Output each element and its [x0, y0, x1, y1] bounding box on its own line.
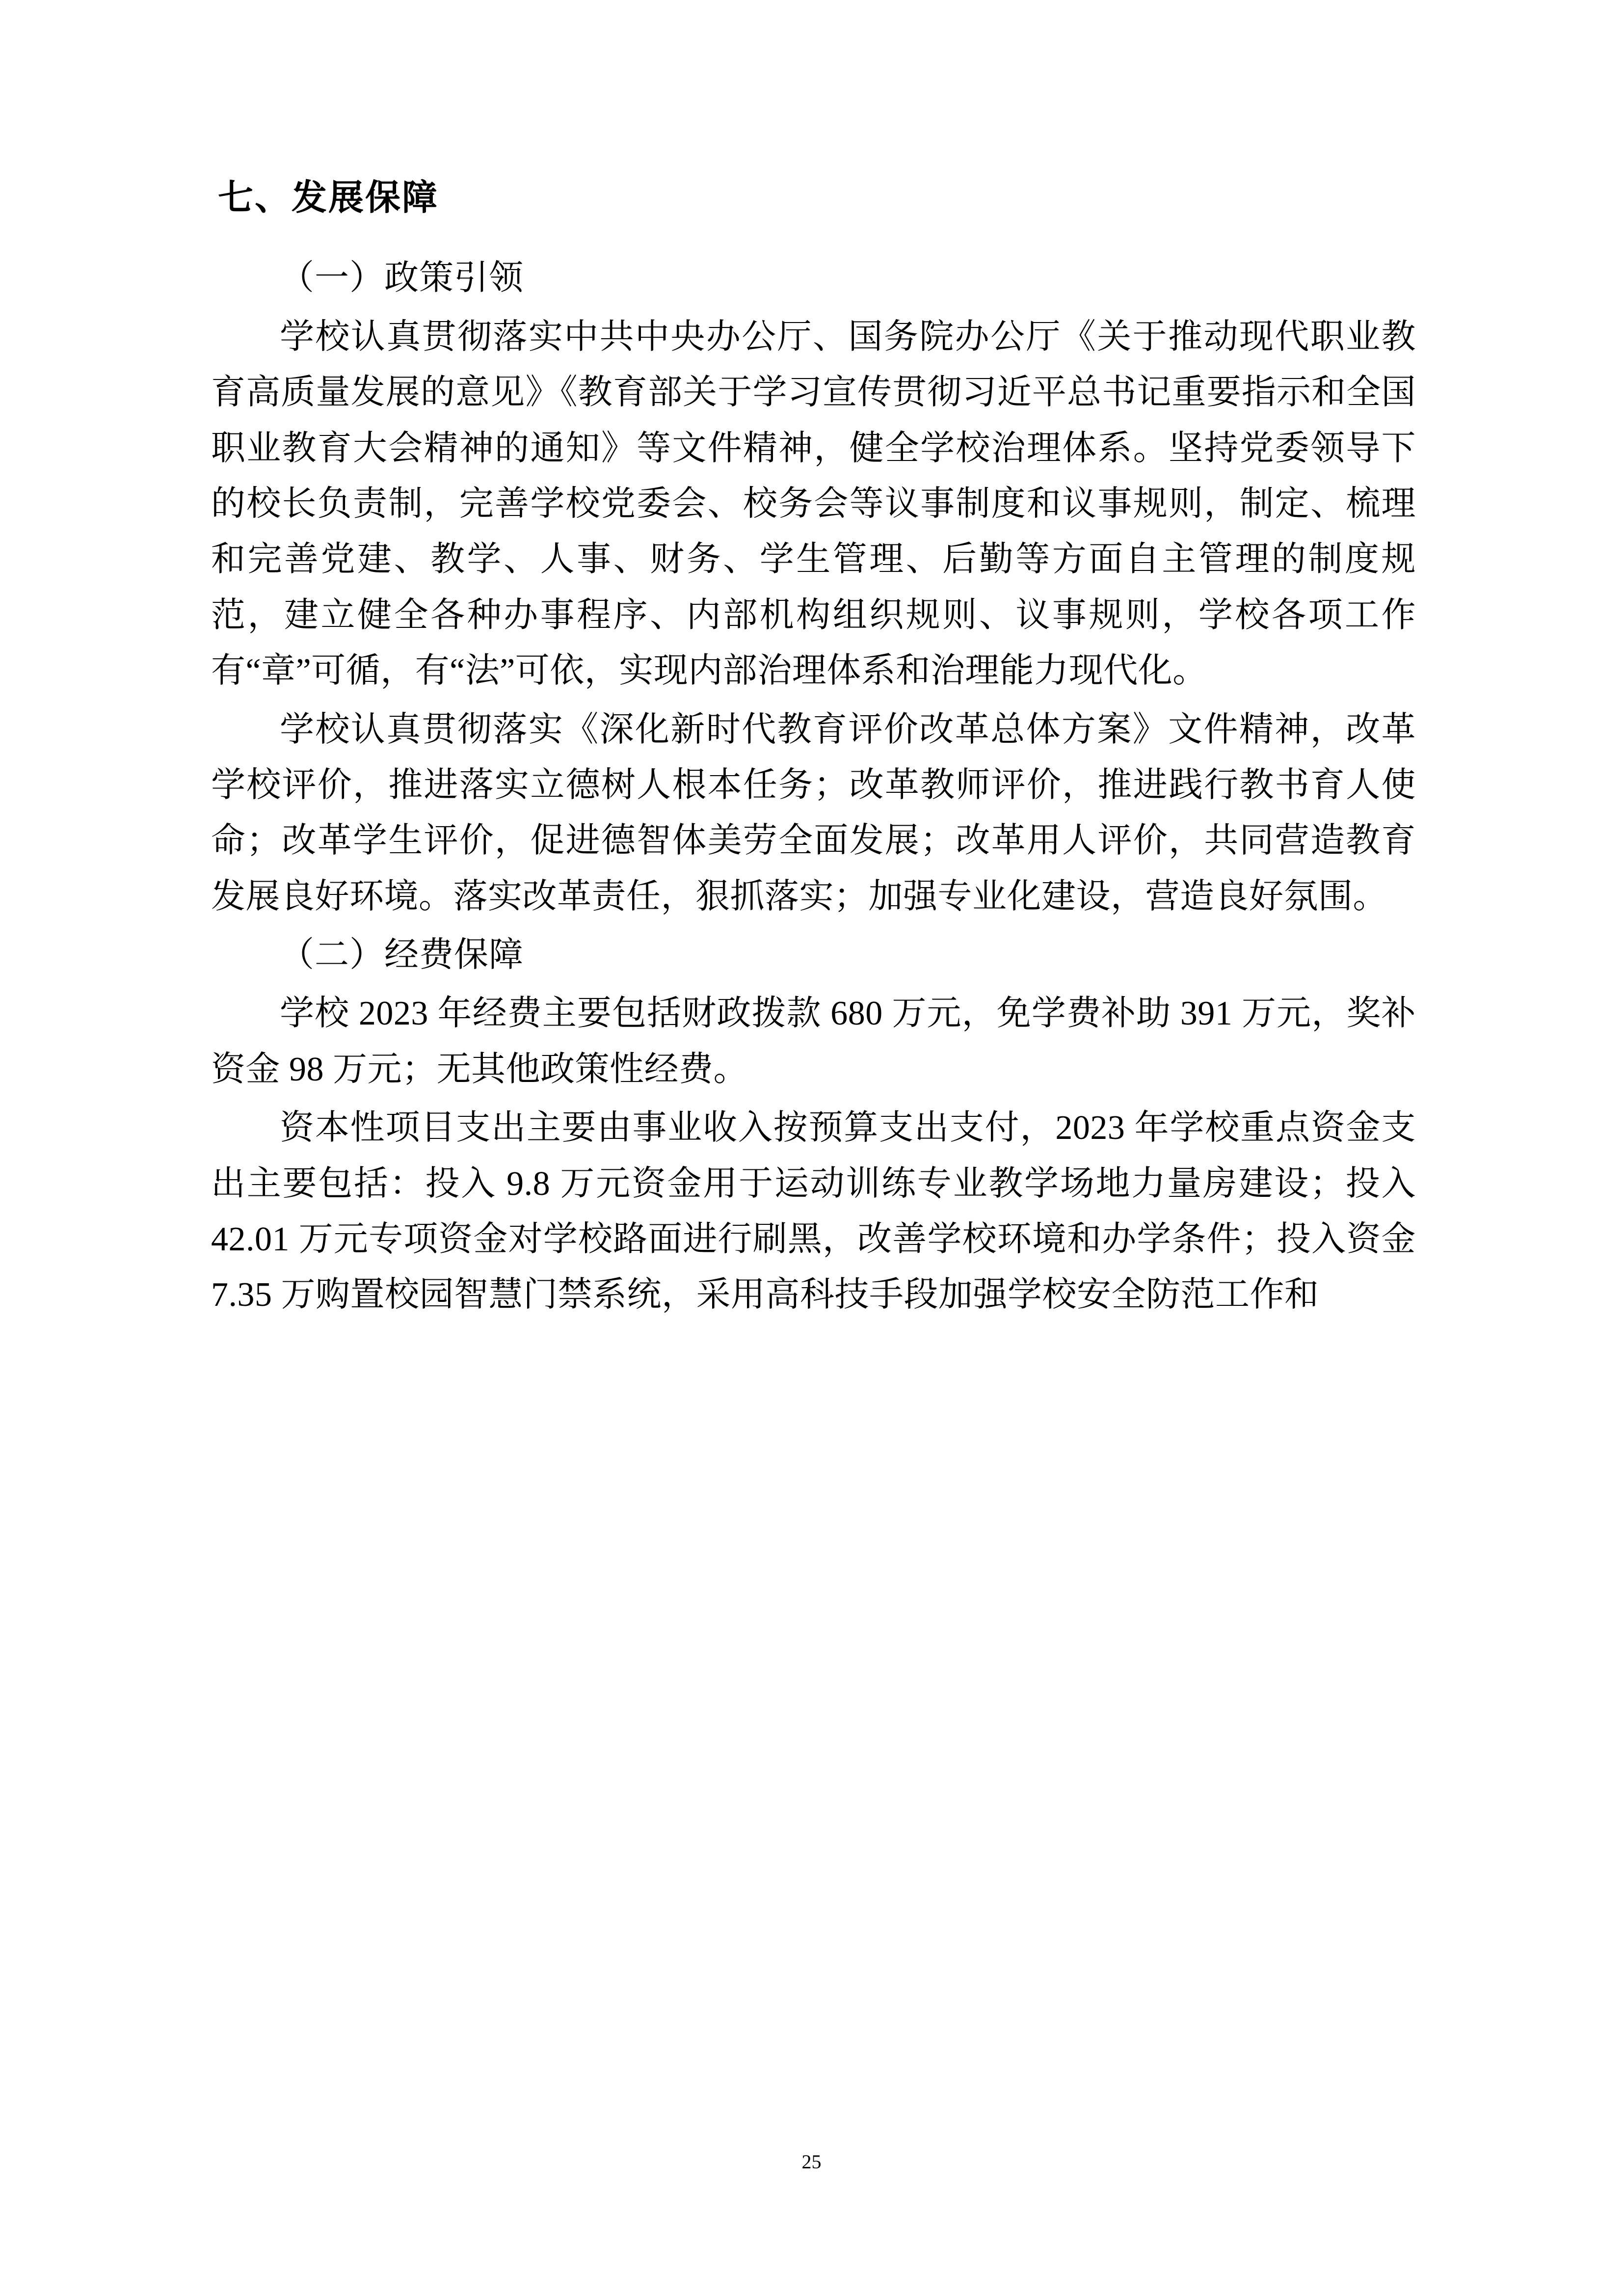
page-number: 25 — [801, 2151, 822, 2173]
page-content — [211, 177, 1416, 1323]
subsection-heading-policy: （一）政策引领 — [280, 259, 524, 297]
paragraph-funding-sources: 学校 2023 年经费主要包括财政拨款 680 万元，免学费补助 391 万元，奖补资金 98 万元；无其他政策性经费。 — [211, 995, 1416, 1088]
section-heading: 七、发展保障 — [218, 178, 439, 217]
paragraph-funding-expenditure: 资本性项目支出主要由事业收入按预算支出支付，2023 年学校重点资金支出主要包括：投入 9.8 万元资金用于运动训练专业教学场地力量房建设；投入 42.01 万元专项资金对学校路面进行刷黑，改善学校环境和办学条件；投入资金 7.35 万购置校园智慧门禁系统，采用高科技手段加强学校安全防范工作和 — [211, 1109, 1416, 1314]
subsection-heading-funding: （二）经费保障 — [280, 936, 524, 974]
paragraph-policy-governance: 学校认真贯彻落实中共中央办公厅、国务院办公厅《关于推动现代职业教育高质量发展的意见》《教育部关于学习宣传贯彻习近平总书记重要指示和全国职业教育大会精神的通知》等文件精神，健全学校治理体系。坚持党委领导下的校长负责制，完善学校党委会、校务会等议事制度和议事规则，制定、梳理和完善党建、教学、人事、财务、学生管理、后勤等方面自主管理的制度规范，建立健全各种办事程序、内部机构组织规则、议事规则，学校各项工作有“章”可循，有“法”可依，实现内部治理体系和治理能力现代化。 — [211, 318, 1416, 690]
paragraph-policy-evaluation: 学校认真贯彻落实《深化新时代教育评价改革总体方案》文件精神，改革学校评价，推进落实立德树人根本任务；改革教师评价，推进践行教书育人使命；改革学生评价，促进德智体美劳全面发展；改革用人评价，共同营造教育发展良好环境。落实改革责任，狠抓落实；加强专业化建设，营造良好氛围。 — [211, 710, 1416, 916]
